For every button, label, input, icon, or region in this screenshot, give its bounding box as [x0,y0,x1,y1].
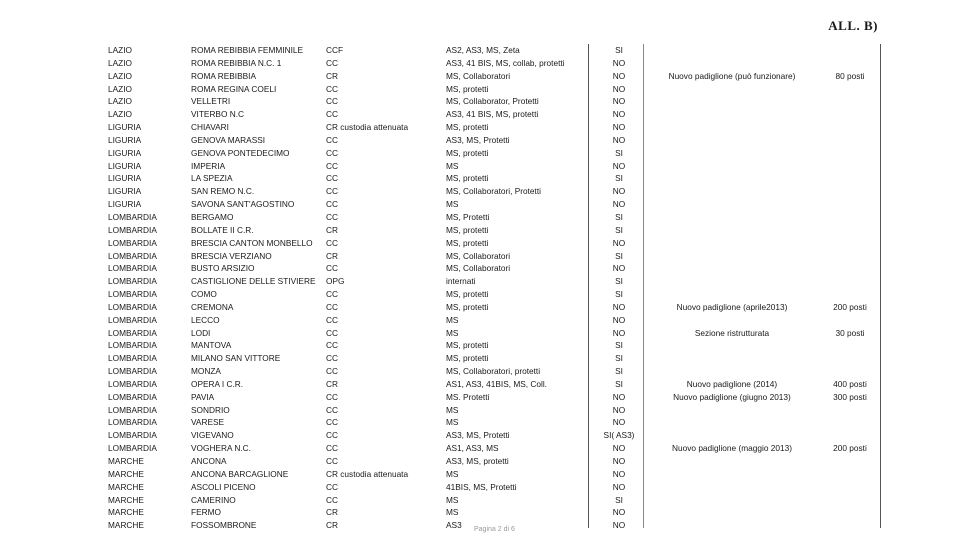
posti-cell: 80 posti [835,70,865,81]
type-cell: CC [326,481,338,492]
institute-cell: ROMA REBIBBIA FEMMINILE [191,45,304,55]
circuits-cell: AS1, AS3, MS [446,443,499,454]
active-cell: NO [612,83,626,94]
circuits-cell: MS, Collaboratori [446,250,511,261]
institute-cell: IMPERIA [191,160,226,171]
table-row [0,314,960,327]
institute-cell: BUSTO ARSIZIO [191,263,255,274]
active-cell: SI [615,45,623,55]
region-cell: LAZIO [108,83,132,94]
circuits-cell: MS [446,468,459,479]
table-row [0,365,960,378]
region-cell: LOMBARDIA [108,417,157,428]
circuits-cell: MS [446,494,459,505]
posti-cell: 200 posti [833,443,867,454]
active-cell: NO [612,456,626,466]
type-cell: CC [326,147,338,158]
active-cell: NO [612,186,626,197]
table-row [0,250,960,263]
region-cell: LIGURIA [108,134,142,145]
institute-cell: ROMA REBIBBIA [191,70,257,81]
circuits-cell: MS, protetti [446,83,489,94]
institute-cell: VELLETRI [191,96,231,107]
active-cell: SI [615,250,623,261]
type-cell: CC [326,96,338,107]
posti-cell: 300 posti [833,391,867,402]
circuits-cell: MS. Protetti [446,391,490,402]
circuits-cell: MS, Collaboratori, protetti [446,366,541,377]
type-cell: CC [326,443,338,454]
active-cell: NO [612,160,626,171]
table-row [0,57,960,70]
type-cell: CR [326,224,338,235]
note-cell: Sezione ristrutturata [694,327,770,338]
region-cell: MARCHE [108,507,144,518]
table-row [0,391,960,404]
region-cell: LOMBARDIA [108,391,157,402]
circuits-cell: AS3, MS, Protetti [446,430,510,441]
type-cell: OPG [326,276,345,287]
table-row [0,211,960,224]
active-cell: NO [612,481,626,492]
table-row [0,160,960,173]
region-cell: LOMBARDIA [108,250,157,261]
institute-cell: ANCONA [191,456,227,466]
active-cell: SI( AS3) [603,430,635,441]
posti-cell: 400 posti [833,378,867,389]
institute-cell: VITERBO N.C [191,109,245,120]
circuits-cell: internati [446,276,476,287]
institute-cell: LECCO [191,314,220,325]
table-row [0,134,960,147]
active-cell: SI [615,173,623,184]
type-cell: CC [326,391,338,402]
region-cell: LAZIO [108,70,132,81]
active-cell: NO [612,507,626,518]
table-row [0,481,960,494]
table-row [0,378,960,391]
table-row [0,506,960,519]
type-cell: CC [326,263,338,274]
active-cell: NO [612,314,626,325]
region-cell: LOMBARDIA [108,327,157,338]
circuits-cell: AS3, 41 BIS, MS, collab, protetti [446,57,565,68]
circuits-cell: AS1, AS3, 41BIS, MS, Coll. [446,378,547,389]
type-cell: CC [326,301,338,312]
active-cell: NO [612,237,626,248]
table-row [0,108,960,121]
region-cell: LOMBARDIA [108,276,157,287]
type-cell: CC [326,404,338,415]
active-cell: SI [615,147,623,158]
circuits-cell: MS, protetti [446,353,489,364]
region-cell: LOMBARDIA [108,340,157,351]
region-cell: LOMBARDIA [108,263,157,274]
type-cell: CC [326,417,338,428]
region-cell: MARCHE [108,494,144,505]
active-cell: NO [612,520,626,531]
active-cell: NO [612,96,626,107]
region-cell: MARCHE [108,456,144,466]
region-cell: LOMBARDIA [108,430,157,441]
active-cell: NO [612,417,626,428]
circuits-cell: MS, protetti [446,122,489,133]
table-row [0,339,960,352]
type-cell: CC [326,57,338,68]
circuits-cell: MS, protetti [446,237,489,248]
institute-cell: SONDRIO [191,404,230,415]
circuits-cell: MS [446,417,459,428]
institute-cell: SAVONA SANT'AGOSTINO [191,199,295,210]
institute-cell: VOGHERA N.C. [191,443,251,454]
note-cell: Nuovo padiglione (maggio 2013) [672,443,792,454]
circuits-cell: MS, Collaboratori [446,70,511,81]
region-cell: LIGURIA [108,199,142,210]
table-row [0,301,960,314]
table-row [0,224,960,237]
type-cell: CR [326,507,338,518]
region-cell: LOMBARDIA [108,314,157,325]
table-row [0,429,960,442]
circuits-cell: MS, protetti [446,289,489,300]
active-cell: SI [615,340,623,351]
region-cell: LOMBARDIA [108,366,157,377]
institute-table [0,44,960,532]
circuits-cell: MS, Collaboratori, Protetti [446,186,541,197]
table-row [0,172,960,185]
active-cell: NO [612,199,626,210]
circuits-cell: MS, protetti [446,173,489,184]
institute-cell: PAVIA [191,391,215,402]
type-cell: CC [326,211,338,222]
table-row [0,442,960,455]
circuits-cell: AS3, MS, Protetti [446,134,510,145]
type-cell: CR [326,520,338,531]
type-cell: CC [326,289,338,300]
table-row [0,455,960,468]
table-row [0,262,960,275]
table-row [0,83,960,96]
table-row [0,327,960,340]
type-cell: CR custodia attenuata [326,122,409,133]
region-cell: LAZIO [108,96,132,107]
institute-cell: MILANO SAN VITTORE [191,353,281,364]
type-cell: CC [326,83,338,94]
region-cell: MARCHE [108,520,144,531]
type-cell: CC [326,366,338,377]
region-cell: LOMBARDIA [108,224,157,235]
region-cell: LAZIO [108,57,132,68]
type-cell: CC [326,327,338,338]
type-cell: CC [326,430,338,441]
circuits-cell: MS [446,404,459,415]
note-cell: Nuovo padiglione (2014) [686,378,778,389]
institute-cell: VIGEVANO [191,430,234,441]
institute-cell: LODI [191,327,211,338]
institute-cell: MANTOVA [191,340,232,351]
institute-cell: ROMA REGINA COELI [191,83,277,94]
circuits-cell: AS3, MS, protetti [446,456,509,466]
region-cell: LIGURIA [108,122,142,133]
type-cell: CC [326,134,338,145]
type-cell: CC [326,173,338,184]
circuits-cell: AS3, 41 BIS, MS, protetti [446,109,539,120]
type-cell: CC [326,199,338,210]
table-row [0,95,960,108]
active-cell: NO [612,122,626,133]
circuits-cell: MS [446,327,459,338]
active-cell: NO [612,468,626,479]
note-cell: Nuovo padiglione (può funzionare) [668,70,796,81]
note-cell: Nuovo padiglione (aprile2013) [676,301,788,312]
type-cell: CR custodia attenuata [326,468,409,479]
circuits-cell: MS, protetti [446,147,489,158]
active-cell: SI [615,494,623,505]
posti-cell: 200 posti [833,301,867,312]
circuits-cell: MS, Collaboratori [446,263,511,274]
institute-cell: COMO [191,289,217,300]
institute-cell: CREMONA [191,301,234,312]
page-footer: Pagina 2 di 6 [474,526,515,533]
active-cell: SI [615,289,623,300]
institute-cell: BRESCIA VERZIANO [191,250,272,261]
type-cell: CC [326,353,338,364]
region-cell: MARCHE [108,468,144,479]
circuits-cell: MS [446,199,459,210]
table-row [0,275,960,288]
institute-cell: ROMA REBIBBIA N.C. 1 [191,57,282,68]
institute-cell: FOSSOMBRONE [191,520,257,531]
circuits-cell: AS3 [446,520,462,531]
type-cell: CC [326,160,338,171]
region-cell: LOMBARDIA [108,443,157,454]
region-cell: LOMBARDIA [108,404,157,415]
circuits-cell: MS, Protetti [446,211,490,222]
active-cell: SI [615,366,623,377]
table-row [0,288,960,301]
region-cell: LOMBARDIA [108,301,157,312]
institute-cell: GENOVA MARASSI [191,134,266,145]
circuits-cell: MS, protetti [446,224,489,235]
table-row [0,44,960,57]
institute-cell: BRESCIA CANTON MONBELLO [191,237,313,248]
institute-cell: ANCONA BARCAGLIONE [191,468,289,479]
active-cell: NO [612,109,626,120]
active-cell: NO [612,404,626,415]
institute-cell: CASTIGLIONE DELLE STIVIERE [191,276,316,287]
active-cell: SI [615,224,623,235]
type-cell: CR [326,378,338,389]
institute-cell: BOLLATE II C.R. [191,224,254,235]
table-row [0,237,960,250]
institute-cell: FERMO [191,507,221,518]
type-cell: CCF [326,45,344,55]
type-cell: CC [326,456,338,466]
active-cell: NO [612,134,626,145]
institute-cell: OPERA I C.R. [191,378,244,389]
institute-cell: VARESE [191,417,225,428]
circuits-cell: MS, protetti [446,301,489,312]
table-row [0,404,960,417]
table-row [0,494,960,507]
circuits-cell: MS, protetti [446,340,489,351]
posti-cell: 30 posti [835,327,865,338]
type-cell: CC [326,109,338,120]
table-row [0,70,960,83]
active-cell: NO [612,70,626,81]
active-cell: SI [615,276,623,287]
table-row [0,185,960,198]
region-cell: LAZIO [108,45,132,55]
region-cell: LOMBARDIA [108,211,157,222]
circuits-cell: MS [446,160,459,171]
circuits-cell: MS [446,507,459,518]
institute-cell: CHIAVARI [191,122,229,133]
table-row [0,198,960,211]
note-cell: Nuovo padiglione (giugno 2013) [673,391,791,402]
region-cell: LOMBARDIA [108,353,157,364]
region-cell: LIGURIA [108,147,142,158]
region-cell: LIGURIA [108,173,142,184]
type-cell: CC [326,340,338,351]
type-cell: CC [326,186,338,197]
institute-cell: ASCOLI PICENO [191,481,256,492]
institute-cell: CAMERINO [191,494,236,505]
type-cell: CC [326,237,338,248]
active-cell: SI [615,378,623,389]
table-row [0,468,960,481]
active-cell: NO [612,443,626,454]
region-cell: MARCHE [108,481,144,492]
region-cell: LAZIO [108,109,132,120]
region-cell: LIGURIA [108,160,142,171]
table-row [0,352,960,365]
region-cell: LOMBARDIA [108,378,157,389]
active-cell: NO [612,57,626,68]
institute-cell: SAN REMO N.C. [191,186,255,197]
active-cell: NO [612,263,626,274]
table-row [0,121,960,134]
institute-cell: MONZA [191,366,221,377]
document-header: ALL. B) [828,18,878,33]
active-cell: SI [615,353,623,364]
region-cell: LOMBARDIA [108,289,157,300]
circuits-cell: MS, Collaborator, Protetti [446,96,539,107]
table-row [0,147,960,160]
circuits-cell: MS [446,314,459,325]
institute-cell: GENOVA PONTEDECIMO [191,147,290,158]
active-cell: NO [612,327,626,338]
active-cell: NO [612,391,626,402]
region-cell: LOMBARDIA [108,237,157,248]
type-cell: CC [326,314,338,325]
type-cell: CR [326,70,338,81]
active-cell: NO [612,301,626,312]
region-cell: LIGURIA [108,186,142,197]
type-cell: CR [326,250,338,261]
circuits-cell: AS2, AS3, MS, Zeta [446,45,520,55]
type-cell: CC [326,494,338,505]
table-row [0,416,960,429]
circuits-cell: 41BIS, MS, Protetti [446,481,517,492]
active-cell: SI [615,211,623,222]
institute-cell: LA SPEZIA [191,173,233,184]
institute-cell: BERGAMO [191,211,234,222]
